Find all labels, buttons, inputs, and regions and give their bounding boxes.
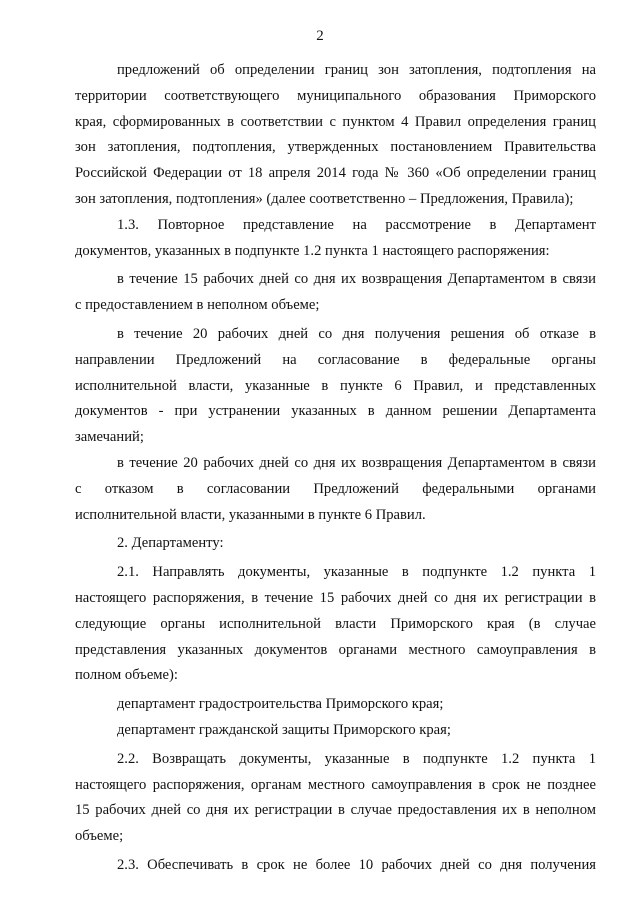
text-line: направлении Предложений на согласование в федеральные органы — [75, 351, 596, 368]
text-line: с отказом в согласовании Предложений федеральными органами — [75, 480, 596, 497]
text-line: представления указанных документов органами местного самоуправления в — [75, 641, 596, 658]
text-line: документов - при устранении указанных в данном решении Департамента — [75, 403, 596, 420]
text-line: 1.3. Повторное представление на рассмотрение в Департамент — [117, 216, 596, 233]
page-number: 2 — [316, 28, 324, 44]
text-line: исполнительной власти, указанные в пункте 6 Правил, и представленных — [75, 377, 596, 394]
text-line: в течение 15 рабочих дней со дня их возвращения Департаментом в связи — [117, 271, 596, 288]
text-line: полном объеме): — [75, 667, 178, 684]
text-line: объеме; — [75, 828, 124, 845]
text-line: следующие органы исполнительной власти Приморского края (в случае — [75, 615, 596, 632]
text-line: с предоставлением в неполном объеме; — [75, 297, 320, 314]
text-line: края, сформированных в соответствии с пунктом 4 Правил определения границ — [75, 113, 596, 130]
text-line: зон затопления, подтопления, утвержденных постановлением Правительства — [75, 139, 596, 156]
text-line: настоящего распоряжения, в течение 15 рабочих дней со дня их регистрации в — [75, 589, 596, 606]
text-line: территории соответствующего муниципального образования Приморского — [75, 87, 596, 104]
text-line: 2.1. Направлять документы, указанные в подпункте 1.2 пункта 1 — [117, 564, 596, 581]
text-line: 15 рабочих дней со дня их регистрации в случае предоставления их в неполном — [75, 802, 596, 819]
text-line: зон затопления, подтопления» (далее соответственно – Предложения, Правила); — [75, 190, 574, 207]
text-line: документов, указанных в подпункте 1.2 пункта 1 настоящего распоряжения: — [75, 242, 550, 259]
document-text — [75, 58, 596, 879]
text-line: департамент гражданской защиты Приморского края; — [117, 721, 451, 738]
text-line: 2.2. Возвращать документы, указанные в подпункте 1.2 пункта 1 — [117, 750, 596, 767]
text-line: замечаний; — [75, 429, 144, 446]
text-line: предложений об определении границ зон затопления, подтопления на — [117, 62, 596, 78]
text-line: в течение 20 рабочих дней со дня получения решения об отказе в — [117, 325, 596, 342]
text-line: в течение 20 рабочих дней со дня их возвращения Департаментом в связи — [117, 454, 596, 471]
text-line: Российской Федерации от 18 апреля 2014 года № 360 «Об определении границ — [75, 165, 596, 182]
text-line: 2.3. Обеспечивать в срок не более 10 рабочих дней со дня получения — [117, 856, 596, 873]
text-line: исполнительной власти, указанными в пункте 6 Правил. — [75, 506, 426, 523]
text-line: департамент градостроительства Приморского края; — [117, 696, 444, 713]
text-line: 2. Департаменту: — [117, 535, 224, 552]
text-line: настоящего распоряжения, органам местного самоуправления в срок не позднее — [75, 776, 596, 793]
